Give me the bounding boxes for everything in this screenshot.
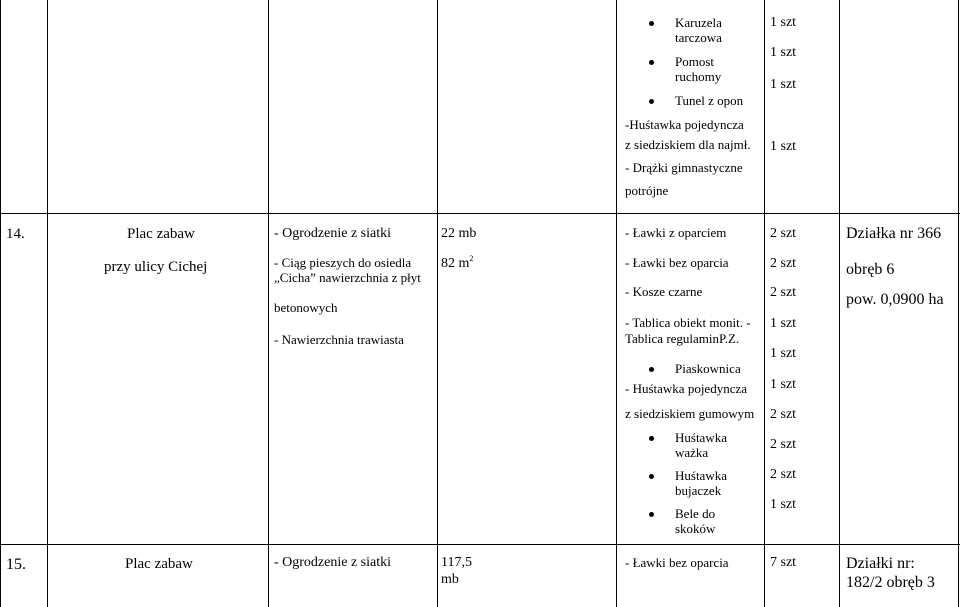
column-divider-qty	[764, 0, 765, 607]
surface-area-value: 82 m	[441, 256, 470, 271]
quantity: 2 szt	[770, 437, 797, 452]
list-item: - Huśtawka pojedyncza	[625, 381, 748, 396]
row-number: 15.	[6, 556, 26, 573]
quantity: 1 szt	[770, 497, 797, 512]
playground-name: Plac zabaw	[125, 556, 193, 572]
surface-area	[441, 254, 473, 272]
quantity: 7 szt	[770, 555, 797, 570]
list-item: - Nawierzchnia trawiasta	[274, 332, 404, 347]
column-divider-measure	[437, 0, 438, 607]
list-item: - Ogrodzenie z siatki	[274, 226, 392, 241]
quantity: 1 szt	[770, 77, 797, 92]
plot-precinct: obręb 6	[846, 261, 895, 278]
quantity: 2 szt	[770, 407, 797, 422]
quantity: 2 szt	[770, 226, 797, 241]
plot-number: Działka nr 366	[846, 225, 942, 242]
list-item: Huśtawka	[675, 468, 727, 483]
list-item: z siedziskiem gumowym	[625, 406, 755, 421]
list-item: tarczowa	[675, 30, 722, 45]
row-divider-15	[0, 544, 960, 545]
column-divider-works	[268, 0, 269, 607]
playground-name: Plac zabaw	[127, 226, 195, 242]
quantity: 1 szt	[770, 346, 797, 361]
plot-area: pow. 0,0900 ha	[846, 291, 944, 308]
quantity: 1 szt	[770, 377, 797, 392]
list-item: z siedziskiem dla najmł.	[625, 137, 751, 152]
fence-length-unit: mb	[441, 572, 459, 587]
column-divider-equipment	[616, 0, 617, 607]
quantity: 1 szt	[770, 139, 797, 154]
table-border-right	[958, 0, 959, 607]
quantity: 1 szt	[770, 15, 797, 30]
list-item: ruchomy	[675, 69, 722, 84]
quantity: 2 szt	[770, 256, 797, 271]
list-item: - Ogrodzenie z siatki	[274, 555, 392, 570]
plot-precinct: 182/2 obręb 3	[846, 574, 935, 591]
list-item: ważka	[675, 445, 709, 460]
fence-length: 117,5	[441, 555, 472, 570]
list-item: betonowych	[274, 300, 338, 315]
list-item: - Drążki gimnastyczne	[625, 160, 743, 175]
list-item: bujaczek	[675, 483, 722, 498]
list-item: Huśtawka	[675, 430, 727, 445]
playground-location: przy ulicy Cichej	[104, 259, 208, 275]
quantity: 1 szt	[770, 45, 797, 60]
fence-length: 22 mb	[441, 226, 477, 241]
row-number: 14.	[6, 226, 25, 242]
quantity: 2 szt	[770, 285, 797, 300]
list-item: Bele do	[675, 506, 716, 521]
column-divider-plot	[839, 0, 840, 607]
list-item: - Ławki bez oparcia	[625, 255, 729, 270]
list-item: - Ławki z oparciem	[625, 225, 727, 240]
table-border-left	[0, 0, 1, 607]
column-divider-name	[47, 0, 48, 607]
list-item: Piaskownica	[675, 361, 741, 376]
quantity: 1 szt	[770, 316, 797, 331]
row-divider-14	[0, 213, 960, 214]
list-item: Tablica regulaminP.Z.	[625, 331, 740, 346]
list-item: -Huśtawka pojedyncza	[625, 117, 744, 132]
plot-number: Działki nr:	[846, 555, 915, 572]
list-item: Pomost	[675, 54, 715, 69]
quantity: 2 szt	[770, 467, 797, 482]
surface-area-unit-exponent: 2	[469, 254, 474, 263]
list-item: Karuzela	[675, 15, 722, 30]
list-item: Tunel z opon	[675, 93, 744, 108]
list-item: „Cicha” nawierzchnia z płyt	[274, 270, 421, 285]
list-item: - Ciąg pieszych do osiedla	[274, 255, 412, 270]
list-item: skoków	[675, 521, 716, 536]
list-item: - Kosze czarne	[625, 284, 703, 299]
list-item: potrójne	[625, 183, 669, 198]
list-item: - Tablica obiekt monit. -	[625, 315, 751, 330]
list-item: - Ławki bez oparcia	[625, 555, 729, 570]
